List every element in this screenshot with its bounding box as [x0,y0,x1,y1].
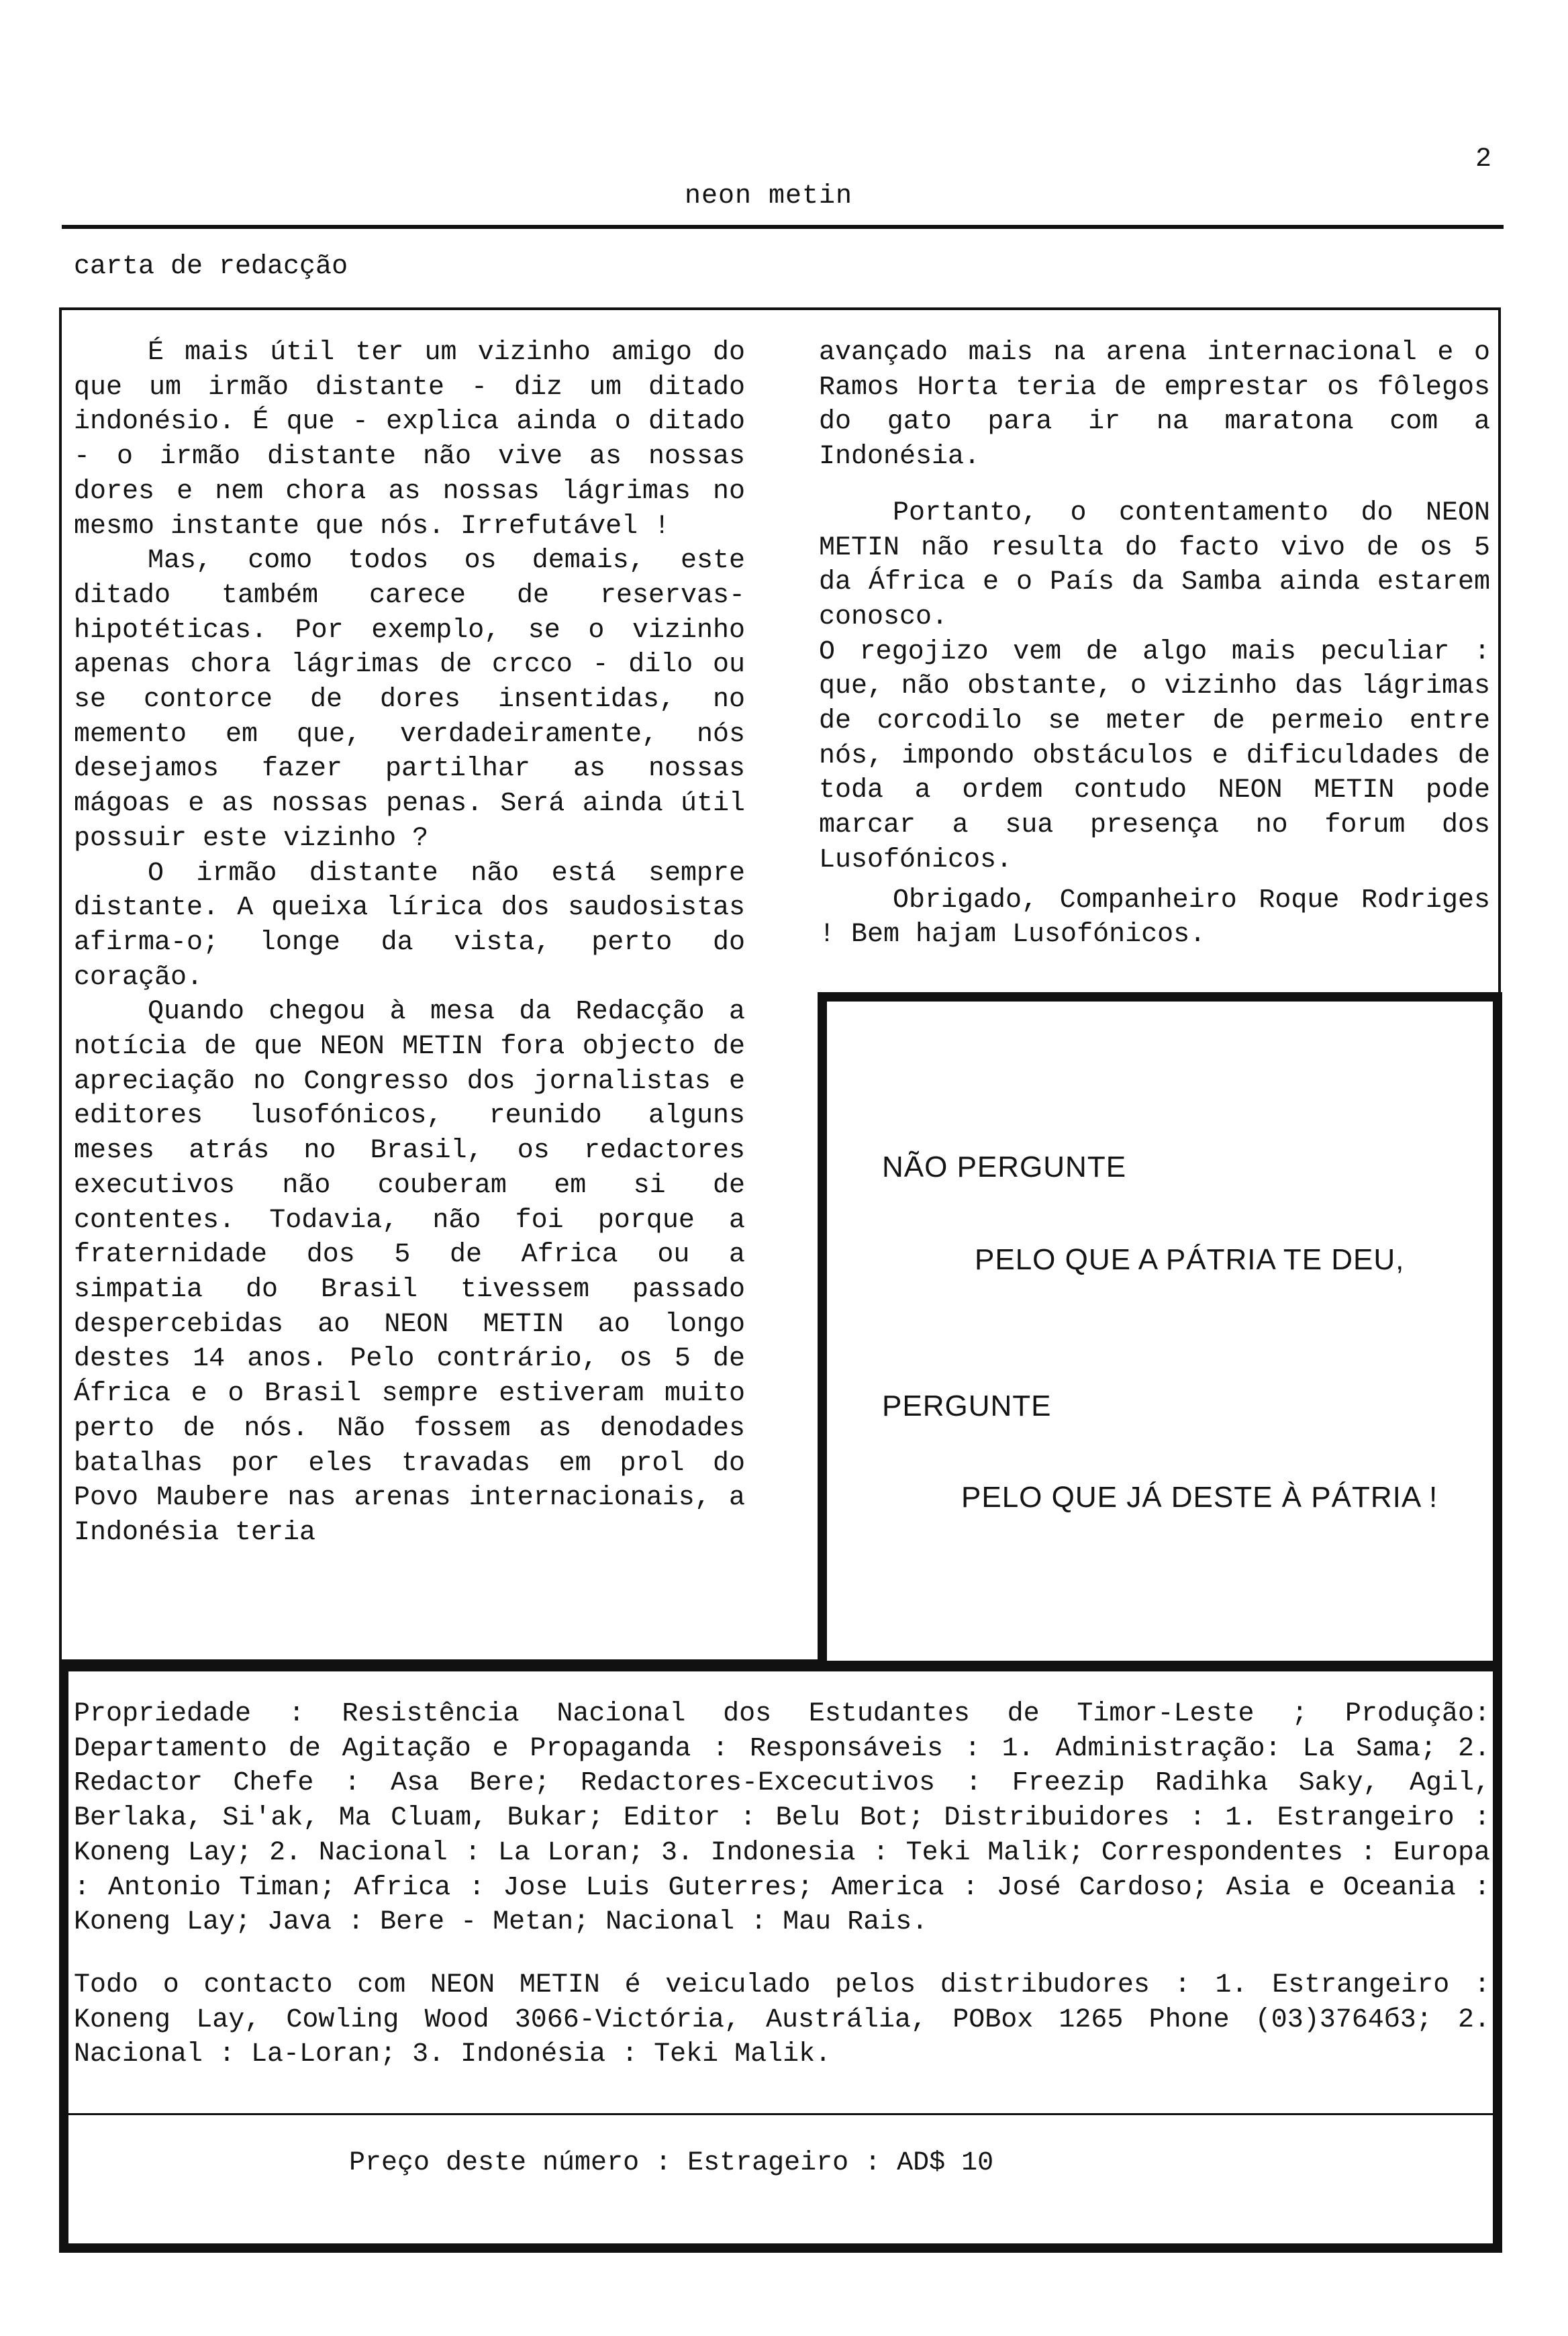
slogan-line: PELO QUE JÁ DESTE À PÁTRIA ! [961,1481,1438,1514]
paragraph: Quando chegou à mesa da Redacção a notícia de que NEON METIN fora objecto de apreciação no Congresso dos jornalistas e editores lusofónicos, reunido alguns meses atrás no Brasil, os redactores executivos não couberam em si de contentes. Todavia, não foi porque a fraternidade dos 5 de Africa ou a simpatia do Brasil tivessem passado despercebidas ao NEON METIN ao longo destes 14 anos. Pelo contrário, os 5 de África e o Brasil sempre estiveram muito perto de nós. Não fossem as denodades batalhas por eles travadas em prol do Povo Maubere nas arenas internacionais, a Indonésia teria [74,997,745,1548]
slogan-box [818,992,1502,1670]
paragraph: Mas, como todos os demais, este ditado também carece de reservas-hipotéticas. Por exemplo, se o vizinho apenas chora lágrimas de crcco - dilo ou se contorce de dores insentidas, no memento em que, verdadeiramente, nós desejamos fazer partilhar as nossas mágoas e as nossas penas. Será ainda útil possuir este vizinho ? [74,546,745,854]
paragraph: Obrigado, Companheiro Roque Rodriges ! Bem hajam Lusofónicos. [819,885,1490,951]
masthead-text [74,1697,1490,2072]
masthead-contact: Todo o contacto com NEON METIN é veiculado pelos distribudores : 1. Estrangeiro : Koneng Lay, Cowling Wood 3066-Victória, Austrália, POBox 1265 Phone (03)3764б3; 2. Nacional : La-Loran; 3. Indonésia : Teki Malik. [74,1969,1490,2070]
article-left-column [74,336,745,1551]
paragraph: Portanto, o contentamento do NEON METIN não resulta do facto vivo de os 5 da África e o País da Samba ainda estarem conosco. [819,497,1490,632]
paragraph: O irmão distante não está sempre distante. A queixa lírica dos saudosistas afirma-o; longe da vista, perto do coração. [74,858,745,993]
masthead-credits: Propriedade : Resistência Nacional dos Estudantes de Timor-Leste ; Produção: Departamento de Agitação e Propaganda : Responsáveis : 1. Administração: La Sama; 2. Redactor Chefe : Asa Bere; Redactores-Excecutivos : Freezip Radihka Saky, Agil, Berlaka, Si'ak, Ma Cluam, Bukar; Editor : Belu Bot; Distribuidores : 1. Estrangeiro : Koneng Lay; 2. Nacional : La Loran; 3. Indonesia : Teki Malik; Correspondentes : Europa : Antonio Timan; Africa : Jose Luis Guterres; America : José Cardoso; Asia e Oceania : Koneng Lay; Java : Bere - Metan; Nacional : Mau Rais. [74,1699,1490,1938]
header-divider [62,225,1504,229]
page-number: 2 [1475,144,1492,175]
paragraph: É mais útil ter um vizinho amigo do que um irmão distante - diz um ditado indonésio. É que - explica ainda o ditado - o irmão distante não vive as nossas dores e nem chora as nossas lágrimas no mesmo instante que nós. Irrefutável ! [74,338,745,542]
section-label: carta de redacção [74,252,348,282]
slogan-line: NÃO PERGUNTE [882,1151,1127,1183]
paragraph: avançado mais na arena internacional e o Ramos Horta teria de emprestar os fôlegos do gato para ir na maratona com a Indonésia. [819,338,1490,473]
price-line: Preço deste número : Estrageiro : AD$ 10 [349,2148,994,2178]
price-divider [67,2113,1494,2115]
article-right-column [819,336,1490,953]
slogan-line: PELO QUE A PÁTRIA TE DEU, [975,1243,1405,1276]
header-title: neon metin [685,181,853,211]
paragraph: O regojizo vem de algo mais peculiar : que, não obstante, o vizinho das lágrimas de corcodilo se meter de permeio entre nós, impondo obstáculos e dificuldades de toda a ordem contudo NEON METIN pode marcar a sua presença no forum dos Lusofónicos. [819,636,1490,875]
slogan-line: PERGUNTE [882,1390,1052,1422]
